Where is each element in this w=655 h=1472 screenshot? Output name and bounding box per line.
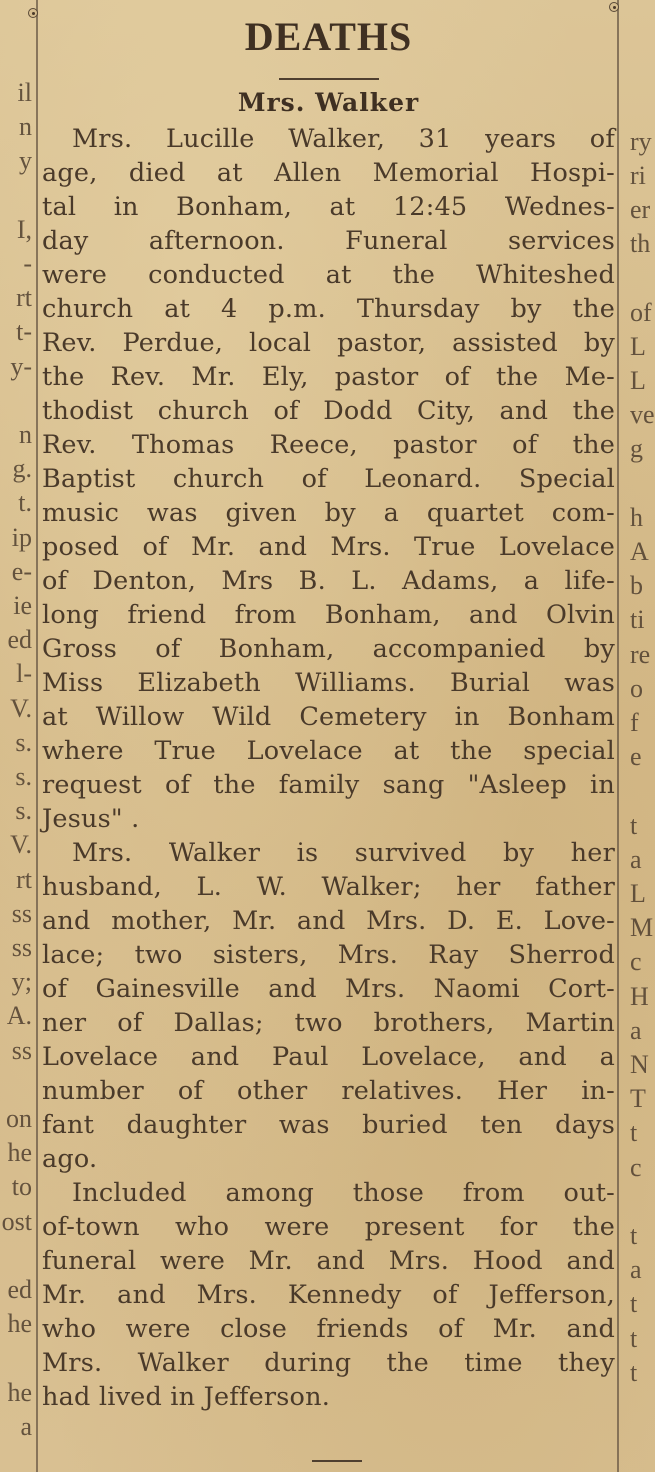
article-line: Baptist church of Leonard. Special: [42, 464, 615, 494]
left-rule-ornament: [28, 8, 38, 18]
article-line: lace; two sisters, Mrs. Ray Sherrod: [42, 940, 615, 970]
article-line: long friend from Bonham, and Olvin: [42, 600, 615, 630]
column-fragment: g.: [12, 454, 32, 484]
column-fragment: a: [630, 844, 642, 874]
column-fragment: s.: [15, 762, 32, 791]
column-fragment: a: [630, 1015, 642, 1045]
article-subheading: Mrs. Walker: [237, 88, 420, 117]
column-fragment: t: [630, 1323, 638, 1353]
column-fragment: ry: [630, 126, 652, 156]
column-fragment: n: [19, 420, 32, 449]
article-line: music was given by a quartet com-: [42, 498, 615, 528]
article-line: fant daughter was buried ten days: [42, 1110, 615, 1140]
column-fragment: H: [630, 981, 649, 1011]
article-line: age, died at Allen Memorial Hospi-: [42, 158, 615, 188]
article-line: and mother, Mr. and Mrs. D. E. Love-: [42, 906, 615, 936]
column-fragment: e-: [11, 556, 32, 586]
article-paragraph: [42, 122, 615, 836]
left-column-rule: [36, 0, 38, 1472]
column-fragment: t: [630, 1357, 638, 1387]
column-fragment: N: [630, 1050, 649, 1079]
article-line: where True Lovelace at the special: [42, 736, 615, 766]
column-fragment: ss: [11, 933, 32, 962]
column-fragment: -: [23, 249, 32, 278]
article-line: husband, L. W. Walker; her father: [42, 872, 615, 902]
column-fragment: n: [19, 112, 32, 142]
column-fragment: he: [7, 1309, 32, 1339]
obituary-article: [42, 10, 615, 1414]
right-column-rule: [617, 0, 619, 1472]
column-fragment: A.: [6, 1001, 32, 1031]
column-fragment: rt: [16, 864, 32, 894]
article-line: request of the family sang "Asleep in: [42, 770, 615, 800]
column-fragment: V.: [10, 693, 32, 723]
column-fragment: L: [630, 366, 646, 395]
column-fragment: c: [630, 947, 642, 977]
column-fragment: V.: [10, 830, 32, 860]
column-fragment: t.: [18, 488, 32, 518]
headline-divider: [279, 78, 379, 80]
article-line: ago.: [42, 1144, 98, 1174]
article-line: Gross of Bonham, accompanied by: [42, 634, 615, 664]
column-fragment: l-: [16, 659, 32, 689]
article-line: of Denton, Mrs B. L. Adams, a life-: [42, 566, 615, 596]
column-fragment: er: [630, 195, 651, 224]
article-line: tal in Bonham, at 12:45 Wednes-: [42, 192, 615, 222]
column-fragment: y: [19, 146, 32, 176]
column-fragment: b: [630, 571, 643, 601]
column-fragment: t: [630, 810, 638, 840]
column-fragment: ri: [630, 160, 646, 190]
column-fragment: o: [630, 673, 643, 703]
column-fragment: th: [630, 229, 651, 259]
article-line: Mrs. Walker is survived by her: [72, 838, 615, 868]
column-fragment: re: [630, 639, 651, 669]
article-line: Lovelace and Paul Lovelace, and a: [42, 1042, 615, 1072]
column-fragment: ss: [11, 1035, 32, 1065]
article-line: day afternoon. Funeral services: [42, 226, 615, 256]
column-fragment: to: [11, 1172, 32, 1202]
article-line: thodist church of Dodd City, and the: [42, 396, 615, 426]
article-line: church at 4 p.m. Thursday by the: [42, 294, 615, 324]
column-fragment: a: [20, 1411, 32, 1441]
column-fragment: on: [6, 1104, 32, 1133]
article-line: posed of Mr. and Mrs. True Lovelace: [42, 532, 615, 562]
column-fragment: he: [7, 1138, 32, 1168]
column-fragment: t: [630, 1289, 638, 1319]
article-line: had lived in Jefferson.: [42, 1382, 331, 1412]
column-fragment: ed: [7, 1275, 32, 1304]
column-fragment: a: [630, 1255, 642, 1285]
column-fragment: il: [17, 78, 32, 107]
column-fragment: ve: [630, 400, 655, 430]
column-fragment: ip: [11, 522, 32, 552]
article-line: at Willow Wild Cemetery in Bonham: [42, 702, 615, 732]
column-fragment: h: [630, 502, 643, 532]
column-fragment: I,: [16, 214, 32, 244]
column-fragment: A: [630, 537, 649, 566]
article-line: were conducted at the Whiteshed: [42, 260, 615, 290]
column-fragment: g: [630, 434, 643, 464]
article-line: Mr. and Mrs. Kennedy of Jefferson,: [42, 1280, 615, 1310]
column-fragment: y-: [10, 351, 32, 381]
article-line: Rev. Perdue, local pastor, assisted by: [42, 328, 615, 358]
article-line: Jesus" .: [42, 804, 140, 834]
column-fragment: t-: [16, 317, 32, 347]
column-fragment: f: [630, 708, 639, 737]
article-body: [42, 122, 615, 1414]
column-fragment: M: [630, 913, 654, 943]
article-end-rule: [312, 1460, 362, 1462]
column-fragment: c: [630, 1152, 642, 1182]
column-fragment: T: [630, 1084, 646, 1114]
column-fragment: rt: [16, 283, 32, 313]
column-fragment: ti: [630, 605, 645, 635]
article-line: the Rev. Mr. Ely, pastor of the Me-: [42, 362, 615, 392]
article-line: Included among those from out-: [72, 1178, 615, 1208]
article-line: Rev. Thomas Reece, pastor of the: [42, 430, 615, 460]
column-fragment: ss: [11, 898, 32, 928]
article-line: number of other relatives. Her in-: [42, 1076, 615, 1106]
article-line: Mrs. Lucille Walker, 31 years of: [72, 124, 615, 154]
article-line: of-town who were present for the: [42, 1212, 615, 1242]
article-line: funeral were Mr. and Mrs. Hood and: [42, 1246, 615, 1276]
column-fragment: e: [630, 742, 642, 772]
column-fragment: he: [7, 1377, 32, 1407]
article-paragraph: [42, 836, 615, 1176]
column-fragment: t: [630, 1221, 638, 1250]
section-headline: DEATHS: [244, 14, 413, 59]
column-fragment: ed: [7, 625, 32, 655]
article-line: Miss Elizabeth Williams. Burial was: [42, 668, 615, 698]
column-fragment: y;: [11, 967, 32, 997]
column-fragment: of: [630, 297, 652, 327]
article-line: ner of Dallas; two brothers, Martin: [42, 1008, 615, 1038]
column-fragment: ost: [1, 1206, 32, 1236]
article-line: who were close friends of Mr. and: [42, 1314, 615, 1344]
column-fragment: s.: [15, 796, 32, 826]
column-fragment: ie: [13, 591, 32, 620]
column-fragment: L: [630, 331, 646, 361]
article-line: of Gainesville and Mrs. Naomi Cort-: [42, 974, 615, 1004]
column-fragment: s.: [15, 727, 32, 757]
article-line: Mrs. Walker during the time they: [42, 1348, 615, 1378]
article-paragraph: [42, 1176, 615, 1414]
column-fragment: t: [630, 1118, 638, 1148]
column-fragment: L: [630, 879, 646, 908]
